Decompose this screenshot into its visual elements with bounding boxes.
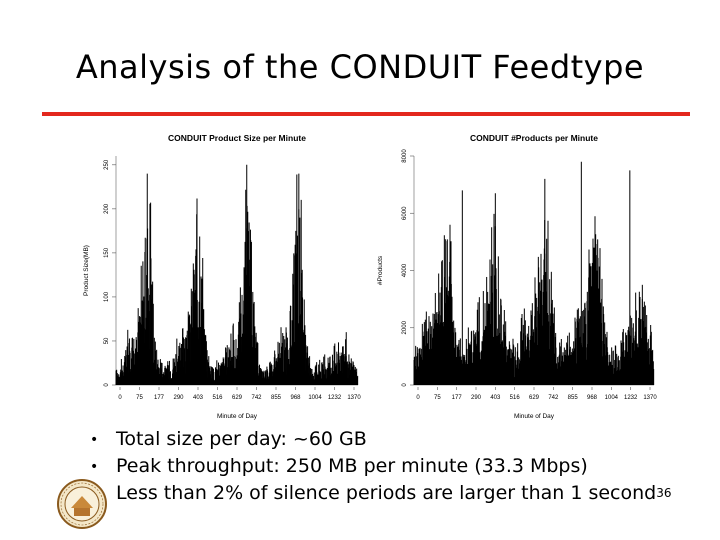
x-tick-label: 75: [433, 395, 441, 401]
x-tick-label: 177: [153, 395, 165, 401]
x-tick-label: 1232: [327, 395, 342, 401]
x-tick-label: 290: [173, 395, 184, 401]
x-tick-label: 742: [548, 395, 559, 401]
bullet-list: [90, 426, 672, 507]
x-axis-label: Minute of Day: [216, 413, 258, 420]
bullet-item: [90, 426, 672, 453]
x-tick-label: 1004: [604, 395, 619, 401]
y-tick-label: 0: [104, 383, 110, 387]
x-tick-label: 0: [416, 395, 420, 401]
x-tick-label: 968: [586, 395, 598, 401]
x-tick-label: 0: [118, 395, 122, 401]
x-tick-label: 1232: [623, 395, 638, 401]
bullet-text: Less than 2% of silence periods are larger than 1 second: [116, 482, 657, 504]
x-tick-label: 968: [290, 395, 301, 401]
x-tick-label: 516: [509, 395, 520, 401]
y-axis-label: #Products: [377, 255, 384, 286]
bullet-item: [90, 480, 672, 507]
bar-group: [116, 165, 358, 385]
bar-group: [414, 162, 654, 385]
x-tick-label: 629: [231, 395, 243, 401]
y-tick-label: 6000: [402, 206, 408, 220]
bullet-text: Total size per day: ~60 GB: [116, 428, 367, 450]
products-count-chart: [372, 128, 672, 424]
product-size-chart: [78, 128, 373, 424]
slide-title: Analysis of the CONDUIT Feedtype: [75, 48, 645, 86]
x-tick-label: 1370: [347, 395, 361, 401]
bullet-marker: •: [90, 459, 99, 475]
x-tick-label: 516: [212, 395, 223, 401]
bullet-text: Peak throughput: 250 MB per minute (33.3 Mbps): [116, 455, 588, 477]
y-tick-label: 50: [104, 337, 110, 345]
x-tick-label: 742: [251, 395, 262, 401]
slide-number: 36: [656, 486, 672, 500]
y-tick-label: 4000: [402, 263, 408, 278]
x-tick-label: 629: [528, 395, 540, 401]
chart-title: CONDUIT Product Size per Minute: [168, 133, 306, 143]
x-tick-label: 855: [270, 395, 282, 401]
y-tick-label: 100: [104, 291, 110, 302]
y-tick-label: 150: [104, 247, 110, 258]
y-tick-label: 0: [402, 383, 408, 387]
university-seal-logo: [56, 478, 108, 530]
x-tick-label: 855: [567, 395, 578, 401]
title-divider: [42, 112, 690, 116]
chart-title: CONDUIT #Products per Minute: [470, 133, 598, 143]
x-tick-label: 1370: [643, 395, 657, 401]
x-tick-label: 403: [490, 395, 501, 401]
y-tick-label: 250: [104, 159, 110, 170]
x-tick-label: 290: [470, 395, 482, 401]
y-tick-label: 8000: [402, 149, 408, 163]
x-tick-label: 75: [136, 395, 143, 401]
y-tick-label: 200: [104, 203, 110, 214]
y-tick-label: 2000: [402, 321, 408, 335]
x-tick-label: 1004: [308, 395, 322, 401]
x-axis-label: Minute of Day: [513, 413, 555, 420]
bullet-marker: •: [90, 432, 99, 448]
bullet-item: [90, 453, 672, 480]
x-tick-label: 177: [451, 395, 462, 401]
x-tick-label: 403: [192, 395, 204, 401]
y-axis-label: Product Size(MB): [83, 245, 90, 296]
